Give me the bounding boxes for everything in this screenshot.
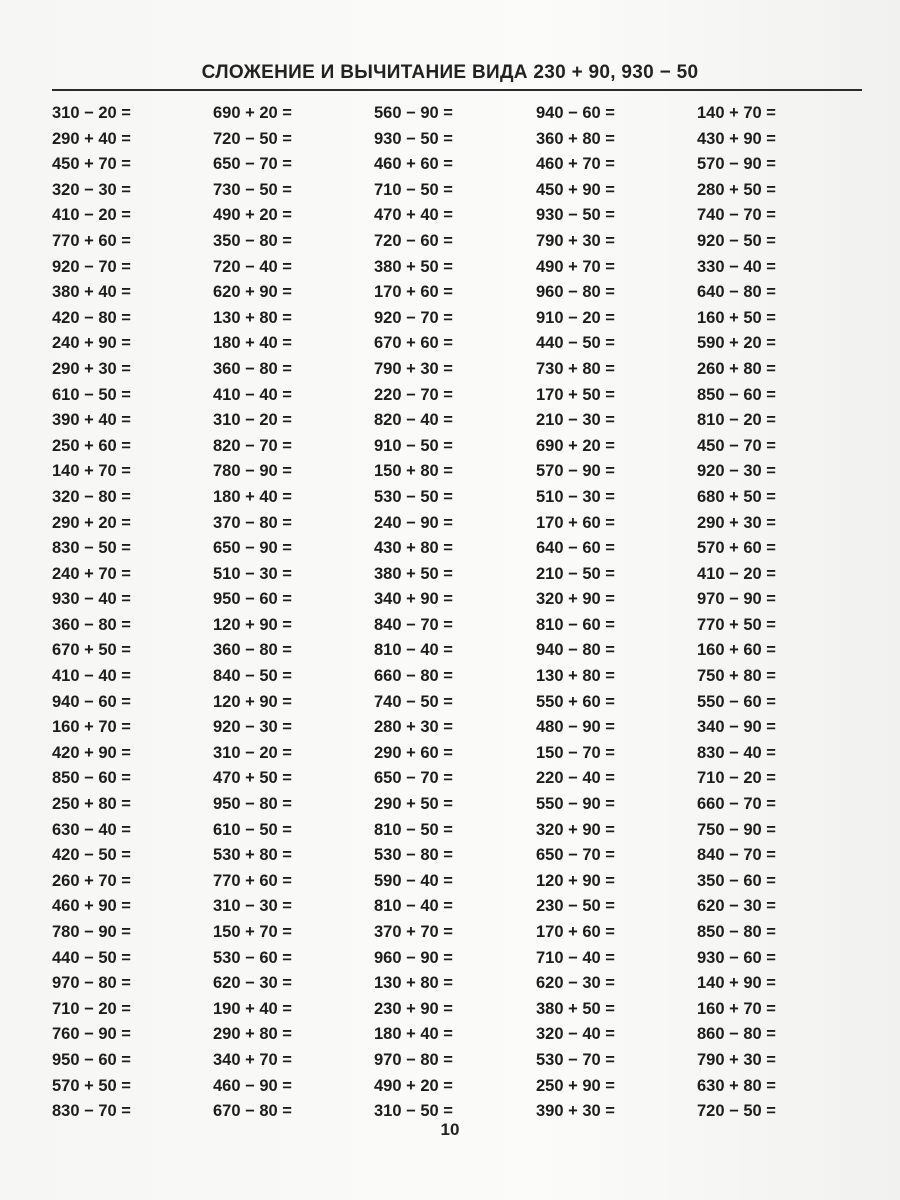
- exercise-item: 730 + 80 =: [536, 359, 615, 378]
- exercise-column-5: [697, 101, 867, 1125]
- exercise-item: 630 − 40 =: [52, 820, 131, 839]
- exercise-item: 350 − 60 =: [697, 871, 776, 890]
- exercise-item: 410 − 40 =: [52, 667, 131, 686]
- page-title: СЛОЖЕНИЕ И ВЫЧИТАНИЕ ВИДА 230 + 90, 930 − 50: [201, 62, 699, 83]
- exercise-item: 350 − 80 =: [213, 231, 292, 250]
- exercise-item: 670 + 50 =: [52, 641, 131, 660]
- exercise-item: 930 − 60 =: [697, 948, 776, 967]
- exercise-item: 830 − 50 =: [52, 539, 131, 558]
- exercise-item: 710 − 20 =: [52, 999, 131, 1018]
- title-underline: [52, 89, 862, 91]
- exercise-item: 290 + 30 =: [697, 513, 776, 532]
- exercise-item: 470 + 50 =: [213, 769, 292, 788]
- exercise-item: 710 − 50 =: [374, 180, 453, 199]
- exercise-item: 660 − 80 =: [374, 667, 453, 686]
- exercise-item: 530 + 80 =: [213, 846, 292, 865]
- exercise-item: 650 − 70 =: [536, 846, 615, 865]
- exercise-item: 140 + 70 =: [52, 462, 131, 481]
- exercise-item: 190 + 40 =: [213, 999, 292, 1018]
- exercise-item: 130 + 80 =: [374, 974, 453, 993]
- exercise-item: 840 − 70 =: [697, 846, 776, 865]
- exercise-item: 780 − 90 =: [52, 923, 131, 941]
- exercise-item: 930 − 40 =: [52, 590, 131, 609]
- exercise-item: 360 − 80 =: [213, 359, 292, 378]
- exercise-item: 470 + 40 =: [374, 206, 453, 225]
- exercise-item: 380 + 50 =: [536, 999, 615, 1018]
- exercise-item: 490 + 20 =: [213, 206, 292, 225]
- exercise-item: 840 − 70 =: [374, 615, 453, 634]
- exercise-item: 220 − 40 =: [536, 769, 615, 788]
- exercise-item: 160 + 60 =: [697, 641, 776, 660]
- exercise-item: 530 − 70 =: [536, 1050, 615, 1069]
- exercise-item: 120 + 90 =: [213, 615, 292, 634]
- exercise-item: 550 + 60 =: [536, 692, 615, 711]
- exercise-item: 920 − 70 =: [374, 308, 453, 327]
- exercise-item: 590 − 40 =: [374, 871, 453, 890]
- exercise-item: 740 − 50 =: [374, 692, 453, 711]
- exercise-item: 130 + 80 =: [536, 667, 615, 686]
- exercise-item: 260 + 70 =: [52, 871, 131, 890]
- exercise-item: 910 − 20 =: [536, 308, 615, 327]
- exercise-item: 320 + 90 =: [536, 590, 615, 609]
- exercise-item: 440 − 50 =: [536, 334, 615, 353]
- exercise-item: 650 − 70 =: [374, 769, 453, 788]
- exercise-item: 790 + 30 =: [536, 231, 615, 250]
- exercise-item: 420 − 50 =: [52, 846, 131, 865]
- exercise-item: 750 + 80 =: [697, 667, 776, 686]
- exercise-item: 430 + 90 =: [697, 129, 776, 148]
- exercise-item: 250 + 60 =: [52, 436, 131, 455]
- exercise-item: 310 − 20 =: [213, 411, 292, 430]
- exercise-item: 340 + 70 =: [213, 1050, 292, 1069]
- exercise-item: 390 + 30 =: [536, 1102, 615, 1121]
- exercise-item: 480 − 90 =: [536, 718, 615, 737]
- exercise-column-3: [374, 101, 544, 1125]
- exercise-item: 290 + 80 =: [213, 1025, 292, 1044]
- exercise-item: 950 − 80 =: [213, 795, 292, 814]
- exercise-item: 570 − 90 =: [697, 155, 776, 174]
- exercise-item: 230 + 90 =: [374, 999, 453, 1018]
- exercise-item: 420 − 80 =: [52, 308, 131, 327]
- exercise-item: 850 − 60 =: [52, 769, 131, 788]
- exercise-item: 820 − 40 =: [374, 411, 453, 430]
- exercise-item: 210 − 50 =: [536, 564, 615, 583]
- exercise-item: 340 − 90 =: [697, 718, 776, 737]
- exercise-item: 590 + 20 =: [697, 334, 776, 353]
- exercise-item: 320 + 90 =: [536, 820, 615, 839]
- exercise-item: 960 − 90 =: [374, 948, 453, 967]
- exercise-item: 530 − 80 =: [374, 846, 453, 865]
- exercise-item: 290 + 60 =: [374, 743, 453, 762]
- exercise-column-1: [52, 101, 222, 1125]
- exercise-item: 530 − 50 =: [374, 487, 453, 506]
- exercise-item: 370 − 80 =: [213, 513, 292, 532]
- exercise-item: 460 + 70 =: [536, 155, 615, 174]
- exercise-item: 810 − 50 =: [374, 820, 453, 839]
- exercise-item: 660 − 70 =: [697, 795, 776, 814]
- exercise-item: 250 + 80 =: [52, 795, 131, 814]
- exercise-item: 150 − 70 =: [536, 743, 615, 762]
- exercise-item: 130 + 80 =: [213, 308, 292, 327]
- exercise-item: 240 + 90 =: [52, 334, 131, 353]
- exercise-item: 650 − 70 =: [213, 155, 292, 174]
- exercise-item: 380 + 40 =: [52, 283, 131, 302]
- exercise-item: 770 + 50 =: [697, 615, 776, 634]
- exercise-item: 720 − 50 =: [213, 129, 292, 148]
- exercise-item: 140 + 70 =: [697, 104, 776, 122]
- exercise-item: 160 + 50 =: [697, 308, 776, 327]
- exercise-item: 430 + 80 =: [374, 539, 453, 558]
- exercise-item: 690 + 20 =: [536, 436, 615, 455]
- exercise-item: 750 − 90 =: [697, 820, 776, 839]
- exercise-item: 380 + 50 =: [374, 257, 453, 276]
- exercise-item: 560 − 90 =: [374, 104, 453, 122]
- exercise-item: 970 − 80 =: [374, 1050, 453, 1069]
- exercise-item: 530 − 60 =: [213, 948, 292, 967]
- exercise-item: 670 + 60 =: [374, 334, 453, 353]
- exercise-columns: [52, 101, 862, 1121]
- exercise-item: 550 − 60 =: [697, 692, 776, 711]
- exercise-item: 610 − 50 =: [52, 385, 131, 404]
- exercise-item: 910 − 50 =: [374, 436, 453, 455]
- exercise-item: 840 − 50 =: [213, 667, 292, 686]
- exercise-item: 570 + 50 =: [52, 1076, 131, 1095]
- exercise-column-2: [213, 101, 383, 1125]
- exercise-item: 720 − 60 =: [374, 231, 453, 250]
- exercise-item: 170 + 50 =: [536, 385, 615, 404]
- exercise-item: 410 − 20 =: [52, 206, 131, 225]
- exercise-item: 710 − 40 =: [536, 948, 615, 967]
- exercise-item: 940 − 60 =: [52, 692, 131, 711]
- exercise-item: 970 − 80 =: [52, 974, 131, 993]
- exercise-item: 120 + 90 =: [213, 692, 292, 711]
- exercise-item: 460 + 90 =: [52, 897, 131, 916]
- exercise-item: 210 − 30 =: [536, 411, 615, 430]
- exercise-item: 760 − 90 =: [52, 1025, 131, 1044]
- exercise-item: 960 − 80 =: [536, 283, 615, 302]
- exercise-item: 920 − 30 =: [213, 718, 292, 737]
- exercise-item: 930 − 50 =: [374, 129, 453, 148]
- exercise-item: 290 + 30 =: [52, 359, 131, 378]
- exercise-item: 390 + 40 =: [52, 411, 131, 430]
- exercise-item: 460 + 60 =: [374, 155, 453, 174]
- exercise-item: 690 + 20 =: [213, 104, 292, 122]
- exercise-item: 310 − 20 =: [213, 743, 292, 762]
- exercise-item: 630 + 80 =: [697, 1076, 776, 1095]
- exercise-item: 380 + 50 =: [374, 564, 453, 583]
- exercise-item: 740 − 70 =: [697, 206, 776, 225]
- exercise-item: 830 − 70 =: [52, 1102, 131, 1121]
- exercise-item: 290 + 50 =: [374, 795, 453, 814]
- exercise-item: 810 − 20 =: [697, 411, 776, 430]
- exercise-item: 250 + 90 =: [536, 1076, 615, 1095]
- exercise-item: 710 − 20 =: [697, 769, 776, 788]
- exercise-item: 240 − 90 =: [374, 513, 453, 532]
- exercise-column-4: [536, 101, 706, 1125]
- exercise-item: 180 + 40 =: [213, 334, 292, 353]
- exercise-item: 320 − 80 =: [52, 487, 131, 506]
- exercise-item: 360 − 80 =: [213, 641, 292, 660]
- exercise-item: 620 + 90 =: [213, 283, 292, 302]
- exercise-item: 640 − 60 =: [536, 539, 615, 558]
- exercise-item: 490 + 20 =: [374, 1076, 453, 1095]
- exercise-item: 180 + 40 =: [374, 1025, 453, 1044]
- exercise-item: 570 + 60 =: [697, 539, 776, 558]
- exercise-item: 160 + 70 =: [52, 718, 131, 737]
- exercise-item: 860 − 80 =: [697, 1025, 776, 1044]
- exercise-item: 370 + 70 =: [374, 923, 453, 941]
- exercise-item: 730 − 50 =: [213, 180, 292, 199]
- exercise-item: 420 + 90 =: [52, 743, 131, 762]
- exercise-item: 670 − 80 =: [213, 1102, 292, 1121]
- exercise-item: 170 + 60 =: [374, 283, 453, 302]
- exercise-item: 490 + 70 =: [536, 257, 615, 276]
- exercise-item: 450 − 70 =: [697, 436, 776, 455]
- exercise-item: 180 + 40 =: [213, 487, 292, 506]
- exercise-item: 940 − 80 =: [536, 641, 615, 660]
- exercise-item: 620 − 30 =: [213, 974, 292, 993]
- exercise-item: 790 + 30 =: [374, 359, 453, 378]
- exercise-item: 770 + 60 =: [213, 871, 292, 890]
- exercise-item: 650 − 90 =: [213, 539, 292, 558]
- exercise-item: 240 + 70 =: [52, 564, 131, 583]
- exercise-item: 460 − 90 =: [213, 1076, 292, 1095]
- exercise-item: 170 + 60 =: [536, 923, 615, 941]
- exercise-item: 680 + 50 =: [697, 487, 776, 506]
- exercise-item: 570 − 90 =: [536, 462, 615, 481]
- exercise-item: 510 − 30 =: [213, 564, 292, 583]
- exercise-item: 320 − 30 =: [52, 180, 131, 199]
- exercise-item: 330 − 40 =: [697, 257, 776, 276]
- exercise-item: 620 − 30 =: [697, 897, 776, 916]
- exercise-item: 930 − 50 =: [536, 206, 615, 225]
- exercise-item: 230 − 50 =: [536, 897, 615, 916]
- exercise-item: 150 + 70 =: [213, 923, 292, 941]
- exercise-item: 290 + 20 =: [52, 513, 131, 532]
- exercise-item: 320 − 40 =: [536, 1025, 615, 1044]
- exercise-item: 850 − 80 =: [697, 923, 776, 941]
- exercise-item: 610 − 50 =: [213, 820, 292, 839]
- exercise-item: 920 − 70 =: [52, 257, 131, 276]
- exercise-item: 920 − 50 =: [697, 231, 776, 250]
- exercise-item: 950 − 60 =: [52, 1050, 131, 1069]
- exercise-item: 120 + 90 =: [536, 871, 615, 890]
- exercise-item: 810 − 60 =: [536, 615, 615, 634]
- exercise-item: 450 + 70 =: [52, 155, 131, 174]
- exercise-item: 550 − 90 =: [536, 795, 615, 814]
- exercise-item: 280 + 30 =: [374, 718, 453, 737]
- exercise-item: 310 − 50 =: [374, 1102, 453, 1121]
- exercise-item: 410 − 20 =: [697, 564, 776, 583]
- exercise-item: 720 − 50 =: [697, 1102, 776, 1121]
- exercise-item: 440 − 50 =: [52, 948, 131, 967]
- exercise-item: 360 − 80 =: [52, 615, 131, 634]
- exercise-item: 830 − 40 =: [697, 743, 776, 762]
- exercise-item: 640 − 80 =: [697, 283, 776, 302]
- exercise-item: 150 + 80 =: [374, 462, 453, 481]
- exercise-item: 170 + 60 =: [536, 513, 615, 532]
- exercise-item: 140 + 90 =: [697, 974, 776, 993]
- exercise-item: 410 − 40 =: [213, 385, 292, 404]
- exercise-item: 510 − 30 =: [536, 487, 615, 506]
- exercise-item: 160 + 70 =: [697, 999, 776, 1018]
- exercise-item: 970 − 90 =: [697, 590, 776, 609]
- exercise-item: 310 − 30 =: [213, 897, 292, 916]
- exercise-item: 810 − 40 =: [374, 641, 453, 660]
- exercise-item: 720 − 40 =: [213, 257, 292, 276]
- exercise-item: 360 + 80 =: [536, 129, 615, 148]
- exercise-item: 340 + 90 =: [374, 590, 453, 609]
- exercise-item: 310 − 20 =: [52, 104, 131, 122]
- exercise-item: 280 + 50 =: [697, 180, 776, 199]
- exercise-item: 920 − 30 =: [697, 462, 776, 481]
- exercise-item: 820 − 70 =: [213, 436, 292, 455]
- exercise-item: 290 + 40 =: [52, 129, 131, 148]
- exercise-item: 850 − 60 =: [697, 385, 776, 404]
- exercise-item: 450 + 90 =: [536, 180, 615, 199]
- exercise-item: 940 − 60 =: [536, 104, 615, 122]
- exercise-item: 780 − 90 =: [213, 462, 292, 481]
- page-number: 10: [440, 1120, 460, 1139]
- exercise-item: 790 + 30 =: [697, 1050, 776, 1069]
- exercise-item: 770 + 60 =: [52, 231, 131, 250]
- exercise-item: 220 − 70 =: [374, 385, 453, 404]
- exercise-item: 810 − 40 =: [374, 897, 453, 916]
- exercise-item: 950 − 60 =: [213, 590, 292, 609]
- exercise-item: 260 + 80 =: [697, 359, 776, 378]
- exercise-item: 620 − 30 =: [536, 974, 615, 993]
